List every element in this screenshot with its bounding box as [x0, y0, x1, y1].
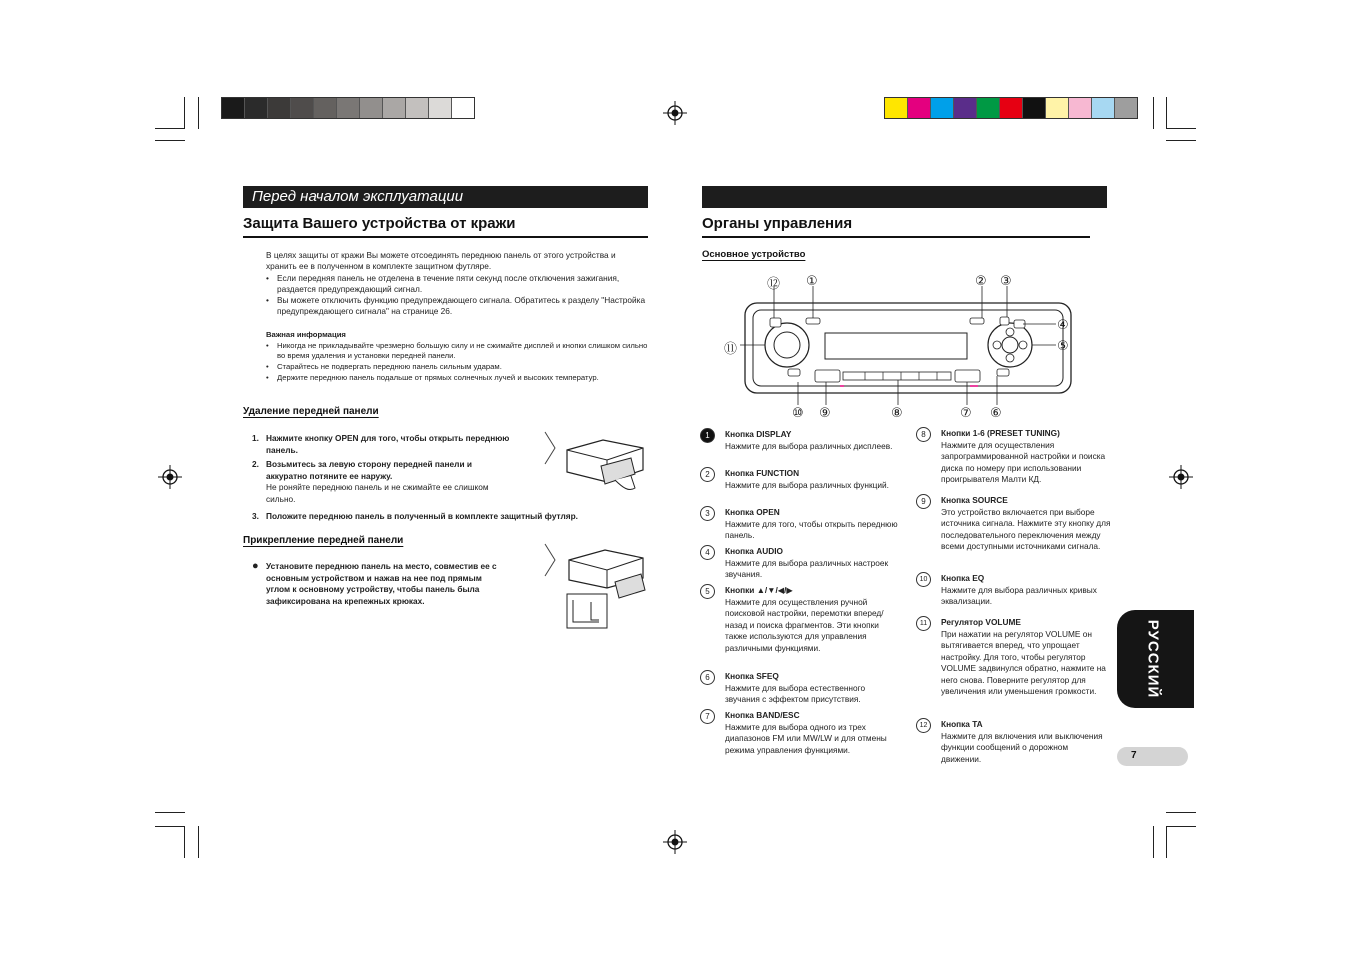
intro-paragraph: В целях защиты от кражи Вы можете отсоединять переднюю панель от этого устройства и хранить ее в полученном в комплекте защитном футляре. — [266, 250, 616, 272]
color-swatch — [1000, 98, 1023, 118]
intro-text — [266, 250, 646, 318]
control-item: 4 Кнопка AUDIO Нажмите для выбора различных настроек звучания. — [725, 546, 900, 581]
important-title: Важная информация — [266, 330, 346, 339]
callout-12: ⑫ — [767, 276, 781, 291]
color-swatch — [406, 98, 429, 118]
color-swatch — [1115, 98, 1137, 118]
callout-3: ③ — [1000, 273, 1012, 288]
head-unit-diagram — [720, 270, 1095, 420]
removal-steps — [252, 433, 510, 508]
color-swatch — [1069, 98, 1092, 118]
callout-5: ⑤ — [1057, 338, 1069, 353]
intro-bullet: • Если передняя панель не отделена в течение пяти секунд после отключения зажигания, раздается предупреждающий сигнал. — [266, 273, 646, 296]
panel-removal-illustration — [543, 430, 653, 498]
color-swatch — [245, 98, 268, 118]
callout-8: ⑧ — [891, 405, 903, 420]
removal-step: 2. Возьмитесь за левую сторону передней панели и аккуратно потяните ее наружу. Не роняйте переднюю панель и не сжимайте ее слишком сильно. — [252, 459, 489, 504]
page-number-badge — [1117, 747, 1188, 766]
removal-step: 3. Положите переднюю панель в полученный в комплекте защитный футляр. — [252, 511, 578, 521]
removal-heading: Удаление передней панели — [243, 406, 379, 417]
important-bullet: • Держите переднюю панель подальше от прямых солнечных лучей и высоких температур. — [266, 373, 651, 384]
color-swatch — [268, 98, 291, 118]
heading-rule — [243, 236, 648, 238]
callout-2: ② — [975, 273, 987, 288]
important-info — [266, 330, 651, 384]
color-swatch — [452, 98, 474, 118]
heading-rule — [702, 236, 1090, 238]
registration-mark-icon — [158, 465, 182, 489]
color-swatch — [1046, 98, 1069, 118]
control-item: 6 Кнопка SFEQ Нажмите для выбора естественного звучания с эффектом присутствия. — [725, 671, 900, 706]
callout-11: ⑪ — [724, 341, 738, 356]
color-swatches — [884, 97, 1138, 119]
section-bar — [243, 186, 648, 208]
color-swatch — [1023, 98, 1046, 118]
control-item: 2 Кнопка FUNCTION Нажмите для выбора различных функций. — [725, 468, 900, 491]
color-swatch — [931, 98, 954, 118]
control-item: 1 Кнопка DISPLAY Нажмите для выбора различных дисплеев. — [725, 429, 900, 452]
important-bullet: • Старайтесь не подвергать переднюю панель сильным ударам. — [266, 362, 651, 373]
attach-instruction: Установите переднюю панель на место, совместив ее с основным устройством и нажав на нее под прямым углом к основному устройству, чтобы панель была зафиксирована на крепежных крюках. — [266, 561, 497, 606]
color-swatch — [885, 98, 908, 118]
control-item: 8 Кнопки 1-6 (PRESET TUNING) Нажмите для осуществления запрограммированной настройки и поиска диска по номеру при использовании проигрывателя Малти КД. — [941, 428, 1109, 486]
section-bar-blank — [702, 186, 1107, 208]
callout-10: ⑩ — [792, 405, 804, 420]
color-swatch — [977, 98, 1000, 118]
panel-attach-illustration — [543, 542, 653, 632]
page-number: 7 — [1131, 750, 1137, 761]
section-title: Перед началом эксплуатации — [252, 188, 464, 205]
control-item: 5 Кнопки ▲/▼/◀/▶ Нажмите для осуществления ручной поисковой настройки, перемотки вперед/назад и поиска фрагментов. Эти кнопки также используются для управления различными функциями. — [725, 585, 897, 654]
registration-mark-icon — [663, 830, 687, 854]
control-item: 11 Регулятор VOLUME При нажатии на регулятор VOLUME он вытягивается вперед, что упрощает настройку. Для того, чтобы регулятор VOLUME задвинулся обратно, нажмите на него снова. Поверните регулятор для увеличения или уменьшения громкости. — [941, 617, 1109, 698]
color-swatch — [383, 98, 406, 118]
color-swatch — [314, 98, 337, 118]
main-unit-subheading: Основное устройство — [702, 249, 806, 260]
control-item: 12 Кнопка TA Нажмите для включения или выключения функции сообщений о дорожном движении. — [941, 719, 1106, 765]
intro-bullet: • Вы можете отключить функцию предупреждающего сигнала. Обратитесь к разделу "Настройка предупреждающего сигнала" на странице 26. — [266, 295, 646, 318]
removal-step: 1. Нажмите кнопку OPEN для того, чтобы открыть переднюю панель. — [252, 433, 510, 455]
control-item: 9 Кнопка SOURCE Это устройство включается при выборе источника сигнала. Нажмите эту кнопку для последовательного переключения между всеми доступными источниками сигнала. — [941, 495, 1111, 553]
color-swatch — [337, 98, 360, 118]
callout-6: ⑥ — [990, 405, 1002, 420]
registration-mark-icon — [663, 101, 687, 125]
control-item: 7 Кнопка BAND/ESC Нажмите для выбора одного из трех диапазонов FM или MW/LW и для отмены режима управления функциями. — [725, 710, 890, 756]
important-bullet: • Никогда не прикладывайте чрезмерно большую силу и не сжимайте дисплей и кнопки слишком сильно во время удаления и установки передней панели. — [266, 341, 651, 362]
page-heading: Защита Вашего устройства от кражи — [243, 215, 516, 232]
color-swatch — [954, 98, 977, 118]
language-tab — [1117, 610, 1194, 708]
language-label: РУССКИЙ — [1144, 619, 1162, 699]
control-item: 10 Кнопка EQ Нажмите для выбора различных кривых эквализации. — [941, 573, 1116, 608]
color-swatch — [908, 98, 931, 118]
callout-7: ⑦ — [960, 405, 972, 420]
attach-heading: Прикрепление передней панели — [243, 535, 404, 546]
callout-9: ⑨ — [819, 405, 831, 420]
color-swatch — [291, 98, 314, 118]
color-swatch — [222, 98, 245, 118]
color-swatch — [1092, 98, 1115, 118]
callout-4: ④ — [1057, 317, 1069, 332]
removal-step-3 — [252, 511, 652, 526]
attach-text: ● Установите переднюю панель на место, совместив ее с основным устройством и нажав на нее под прямым углом к основному устройству, чтобы панель была зафиксирована на крепежных крюках. — [252, 560, 497, 606]
registration-mark-icon — [1169, 465, 1193, 489]
grayscale-swatches — [221, 97, 475, 119]
control-item: 3 Кнопка OPEN Нажмите для того, чтобы открыть переднюю панель. — [725, 507, 900, 542]
color-swatch — [360, 98, 383, 118]
callout-1: ① — [806, 273, 818, 288]
controls-heading: Органы управления — [702, 215, 853, 232]
color-swatch — [429, 98, 452, 118]
